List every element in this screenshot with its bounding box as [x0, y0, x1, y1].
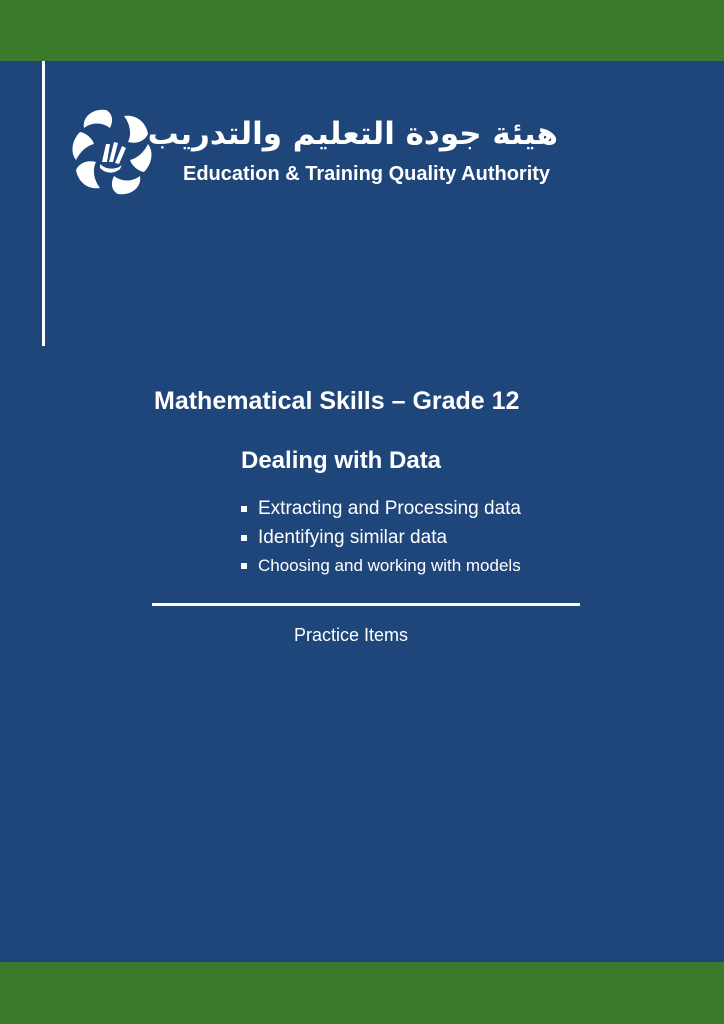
top-green-band: [0, 0, 724, 61]
topic-item: [241, 525, 521, 554]
topic-label: Choosing and working with models: [258, 556, 521, 575]
bullet-icon: [241, 563, 247, 569]
bottom-green-band: [0, 962, 724, 1024]
topic-item: [241, 496, 521, 525]
topic-label: Extracting and Processing data: [258, 498, 521, 519]
org-name-arabic: هيئة جودة التعليم والتدريب: [147, 116, 558, 152]
org-name-english: Education & Training Quality Authority: [183, 163, 551, 185]
vertical-accent-line: [42, 61, 45, 346]
bullet-icon: [241, 506, 247, 512]
bullet-icon: [241, 535, 247, 541]
topic-label: Identifying similar data: [258, 527, 448, 548]
bqa-emblem-icon: [66, 104, 158, 200]
topic-list: [241, 496, 521, 580]
divider-line: [152, 603, 580, 606]
topic-item: [241, 554, 521, 580]
cover-title: Mathematical Skills – Grade 12: [154, 387, 520, 415]
cover-subtitle: Dealing with Data: [241, 447, 442, 474]
practice-items-label: Practice Items: [294, 625, 409, 645]
